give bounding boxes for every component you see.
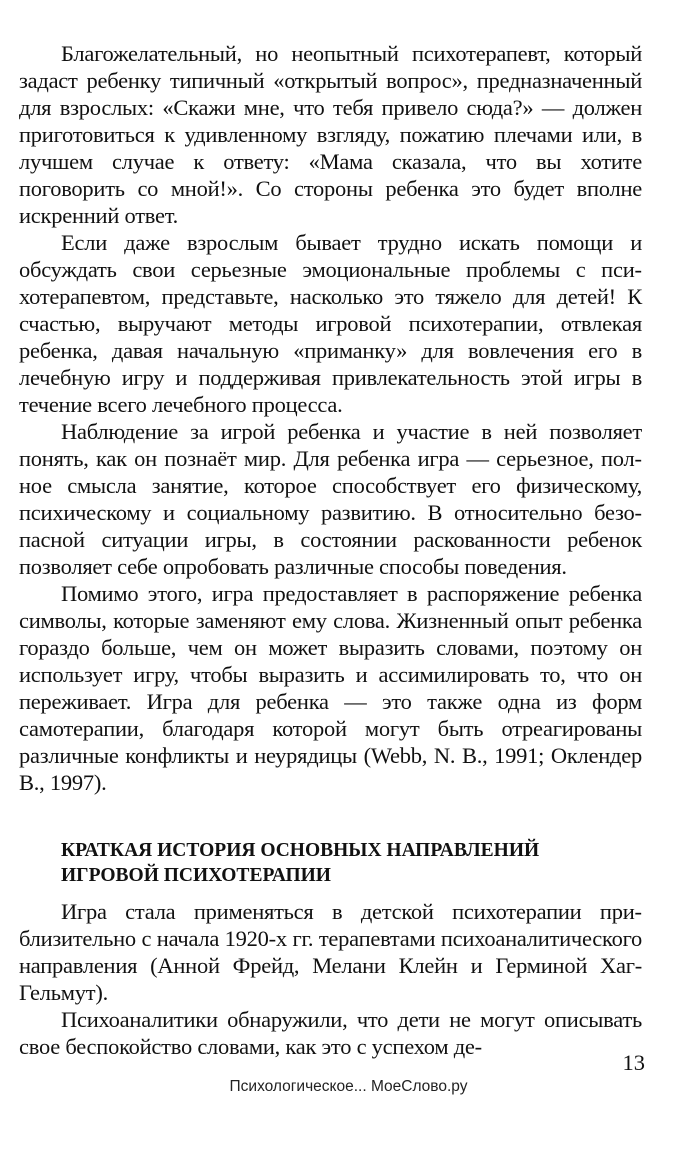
body-text [19, 40, 642, 1060]
paragraph-6: Психоаналитики обнаружили, что дети не могут описывать свое беспокойство словами, как это с успехом де- [19, 1007, 642, 1059]
paragraph-1: Благожелательный, но неопытный психотерапевт, который задаст ребенку типичный «открытый вопрос», предназначенный для взрослых: «Скажи мне, что тебя привело сюда?» — должен приготовиться к удивленному взгляду, пожатию плечами или, в лучшем случае к ответу: «Мама сказала, что вы хотите поговорить со мной!». Со стороны ребенка это будет вполне искренний ответ. [19, 41, 642, 228]
paragraph-3: Наблюдение за игрой ребенка и участие в ней позволяет понять, как он познаёт мир. Для ребенка игра — серьезное, полное смысла занятие, которое способствует его физическому, психическому и социальному развитию. В относительно безопасной ситуации игры, в состоянии раскованности ребенок позволяет себе опробовать различные способы поведения. [19, 419, 642, 579]
paragraph-5: Игра стала применяться в детской психотерапии приблизительно с начала 1920-х гг. терапевтами психоаналитического направления (Анной Фрейд, Мелани Клейн и Герминой Хаг-Гельмут). [19, 899, 642, 1005]
footer-watermark: Психологическое... МоеСлово.ру [229, 1078, 468, 1095]
paragraph-2: Если даже взрослым бывает трудно искать помощи и обсуждать свои серьезные эмоциональные проблемы с психотерапевтом, представьте, насколько это тяжело для детей! К счастью, выручают методы игровой психотерапии, отвлекая ребенка, давая начальную «приманку» для вовлечения его в лечебную игру и поддерживая привлекательность этой игры в течение всего лечебного процесса. [19, 230, 642, 417]
section-heading-line-1: КРАТКАЯ ИСТОРИЯ ОСНОВНЫХ НАПРАВЛЕНИЙ [61, 840, 540, 861]
section-heading [61, 838, 642, 888]
paragraph-4: Помимо этого, игра предоставляет в распоряжение ребенка символы, которые заменяют ему слова. Жизненный опыт ребенка гораздо больше, чем он может выразить словами, поэтому он использует игру, чтобы выразить и ассимилировать то, что он переживает. Игра для ребенка — это также одна из форм самотерапии, благодаря которой могут быть отреагированы различные конфликты и неурядицы (Webb, N. B., 1991; Оклендер В., 1997). [19, 581, 642, 795]
page-number: 13 [622, 1050, 645, 1075]
section-heading-line-2: ИГРОВОЙ ПСИХОТЕРАПИИ [61, 865, 331, 886]
